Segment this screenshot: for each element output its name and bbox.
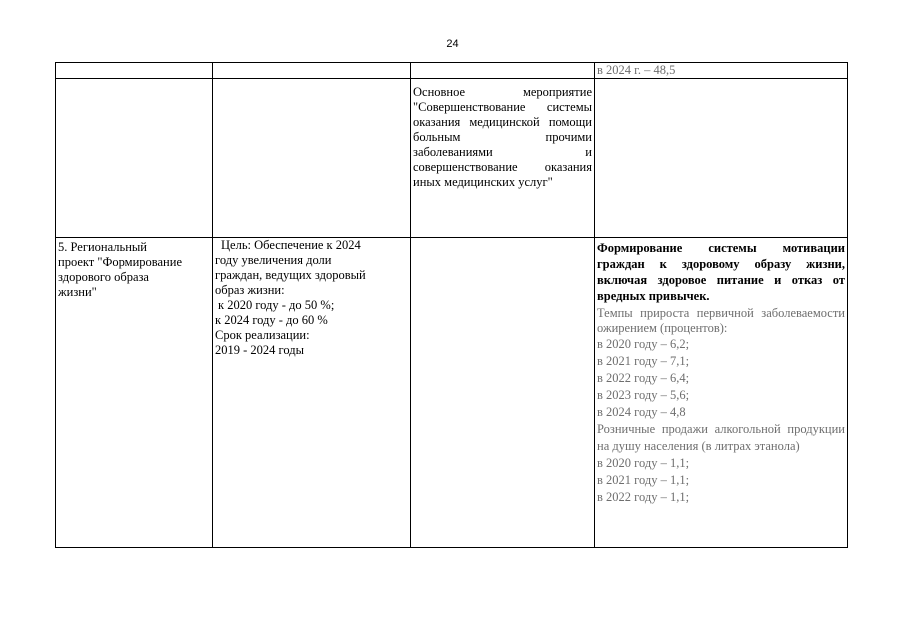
goal-line: к 2020 году - до 50 %;	[218, 298, 335, 312]
indicator-value: в 2021 году – 7,1;	[597, 354, 690, 368]
indicator-value: в 2021 году – 1,1;	[597, 473, 690, 487]
goal-line: 2019 - 2024 годы	[215, 343, 305, 357]
table-row	[56, 63, 848, 79]
indicator-value: в 2020 году – 6,2;	[597, 337, 690, 351]
indicator-value: в 2024 году – 4,8	[597, 405, 686, 419]
alcohol-indicator-title: Розничные продажи алкогольной продукции на душу населения (в литрах этанола)	[597, 422, 845, 453]
document-table	[55, 62, 848, 548]
table-cell	[56, 79, 213, 238]
page-number: 24	[446, 38, 459, 50]
indicator-heading: Формирование системы мотивации граждан к здоровому образу жизни, включая здоровое питание и отказ от вредных привычек.	[597, 241, 845, 303]
table-cell	[411, 238, 595, 548]
table-cell	[411, 79, 595, 238]
goal-line: к 2024 году - до 60 %	[215, 313, 328, 327]
table-row	[56, 238, 848, 548]
table-cell	[213, 63, 411, 79]
goal-line: году увеличения доли	[215, 253, 332, 267]
indicator-value: в 2022 году – 1,1;	[597, 490, 690, 504]
project-title: 5. Региональный проект "Формирование здорового образа жизни"	[58, 240, 182, 299]
table-cell	[595, 63, 848, 79]
goal-line: Срок реализации:	[215, 328, 310, 342]
table-cell	[595, 238, 848, 548]
indicator-value: в 2023 году – 5,6;	[597, 388, 690, 402]
table-row	[56, 79, 848, 238]
table-cell	[213, 79, 411, 238]
goal-line: образ жизни:	[215, 283, 285, 297]
indicator-value: в 2024 г. – 48,5	[597, 63, 676, 77]
goal-line: граждан, ведущих здоровый	[215, 268, 366, 282]
goal-line: Цель: Обеспечение к 2024	[221, 238, 361, 252]
main-measure-text: Основное мероприятие "Совершенствование системы оказания медицинской помощи больным прочими заболеваниями и совершенствование оказания иных медицинских услуг"	[413, 85, 592, 189]
obesity-indicator-title: Темпы прироста первичной заболеваемости ожирением (процентов):	[597, 306, 845, 335]
table-cell	[595, 79, 848, 238]
table-cell	[56, 238, 213, 548]
indicator-value: в 2020 году – 1,1;	[597, 456, 690, 470]
table-cell	[213, 238, 411, 548]
table-cell	[411, 63, 595, 79]
indicator-value: в 2022 году – 6,4;	[597, 371, 690, 385]
table-cell	[56, 63, 213, 79]
